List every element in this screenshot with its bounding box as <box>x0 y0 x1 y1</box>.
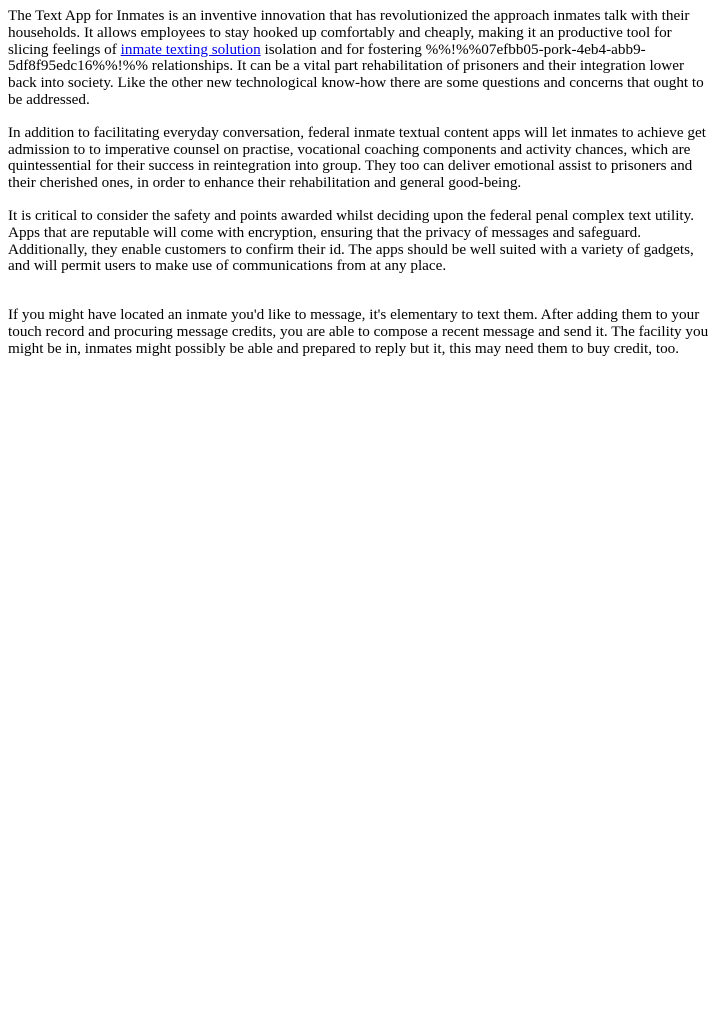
paragraph-3: It is critical to consider the safety and points awarded whilst deciding upon the federal penal complex text utility. Apps that are reputable will come with encryption, ensuring that the privacy of messages and safeguard. Additionally, they enable customers to confirm their id. The apps should be well suited with a variety of gadgets, and will permit users to make use of communications from at any place. <box>8 206 695 275</box>
paragraph-1-text-before-link: The Text App for Inmates is an inventive innovation that has revolutionized the approach inmates talk with their households. It allows employees to stay hooked up comfortably and cheaply, making it an productive tool for slicing feelings of <box>8 7 690 58</box>
paragraph-4: If you might have located an inmate you'd like to message, it's elementary to text them. After adding them to your touch record and procuring message credits, you are able to compose a recent message and send it. The facility you might be in, inmates might possibly be able and prepared to reply but it, this may need them to buy credit, too. <box>8 306 709 357</box>
paragraph-1-text-after-link: isolation and for fostering %%!%%07efbb05-pork-4eb4-abb9-5df8f95edc16%%!%% relationships. It can be a vital part rehabilitation of prisoners and their integration lower back into society. Like the other new technological know-how there are some questions and concerns that ought to be addressed. <box>8 40 704 108</box>
inmate-texting-solution-link[interactable]: inmate texting solution <box>120 40 261 58</box>
article <box>0 0 720 358</box>
paragraph-1 <box>8 8 712 109</box>
paragraph-2: In addition to facilitating everyday conversation, federal inmate textual content apps will let inmates to achieve get admission to to imperative counsel on practise, vocational coaching components and activity chances, which are quintessential for their success in reintegration into group. They too can deliver emotional assist to prisoners and their cherished ones, in order to enhance their rehabilitation and general good-being. <box>8 123 706 192</box>
